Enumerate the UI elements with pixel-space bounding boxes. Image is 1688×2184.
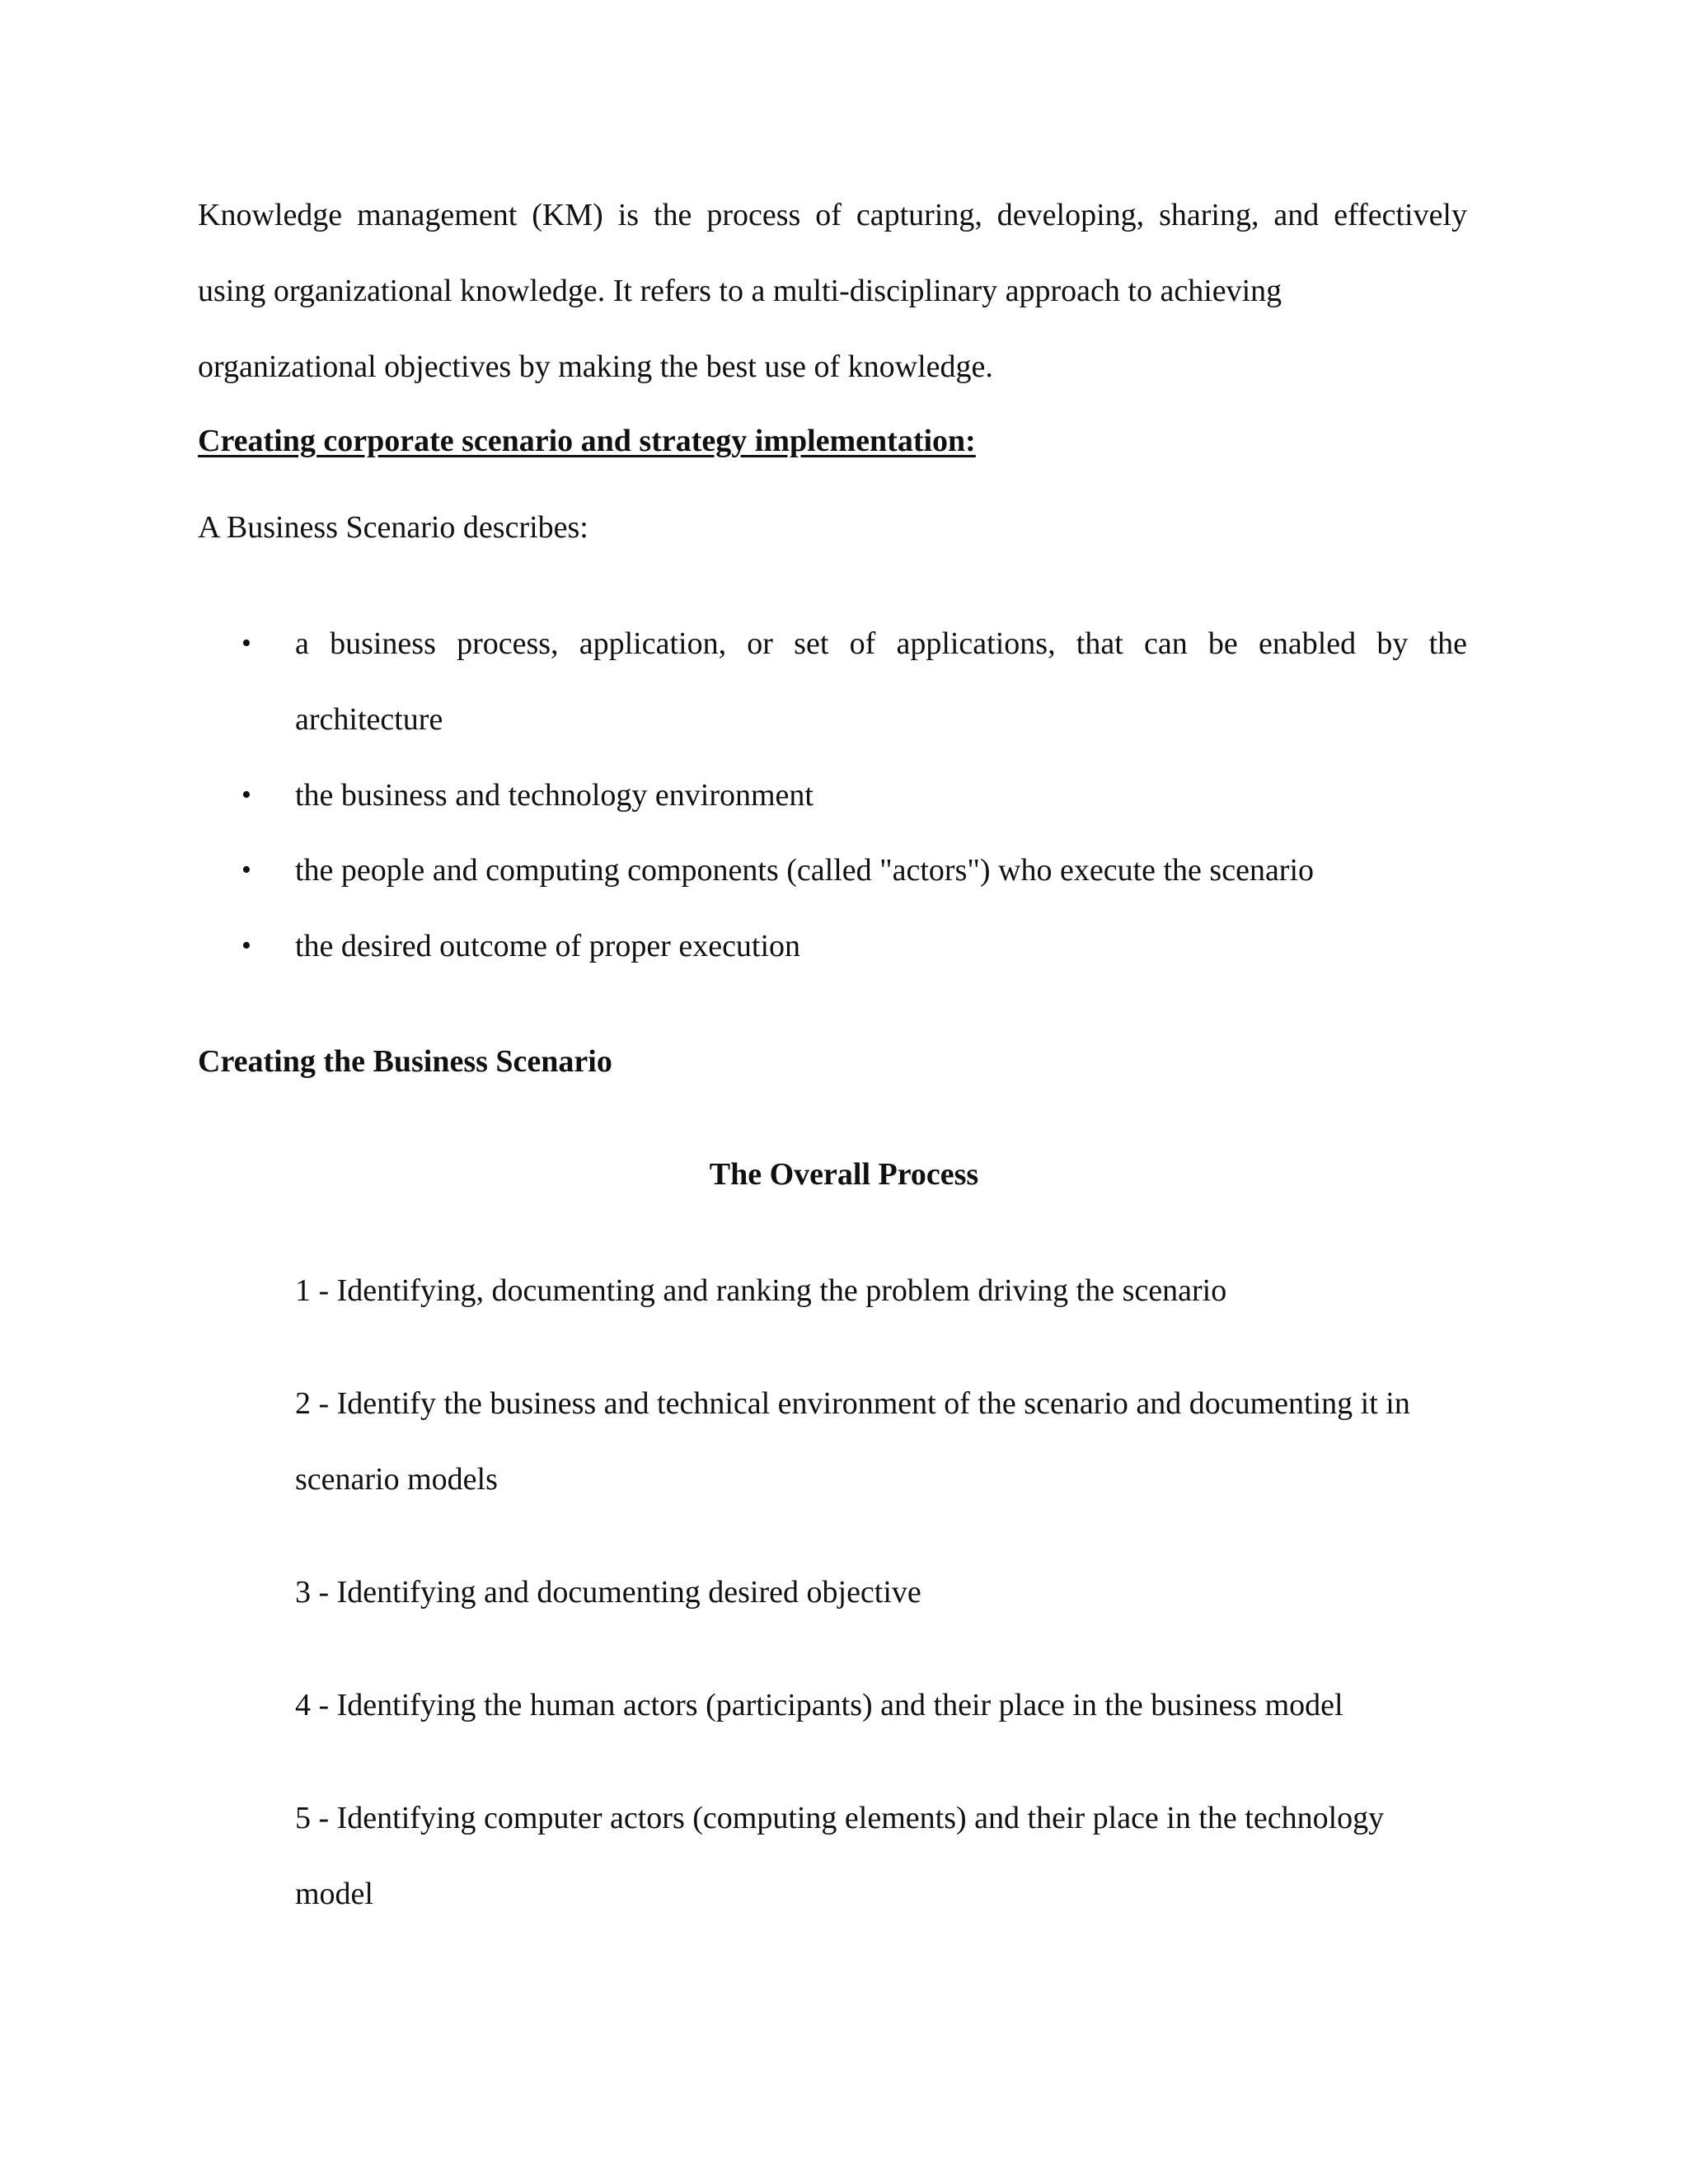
bullet-marker: •	[241, 855, 251, 885]
step-3: 3 - Identifying and documenting desired objective	[295, 1575, 921, 1610]
step-1: 1 - Identifying, documenting and ranking the problem driving the scenario	[295, 1273, 1227, 1308]
bullet-marker: •	[241, 628, 251, 658]
bullet-item-4: the desired outcome of proper execution	[295, 929, 801, 963]
bullet-marker: •	[241, 780, 251, 810]
step-5-line-2: model	[295, 1877, 373, 1911]
bullet-item-2: the business and technology environment	[295, 778, 814, 813]
section-heading: Creating corporate scenario and strategy implementation:	[198, 424, 976, 458]
bullet-marker: •	[241, 930, 251, 961]
subheading: Creating the Business Scenario	[198, 1044, 612, 1079]
bullet-item-3: the people and computing components (called "actors") who execute the scenario	[295, 853, 1315, 888]
process-title: The Overall Process	[709, 1157, 979, 1192]
intro-line-1: Knowledge management (KM) is the process of capturing, developing, sharing, and effectively	[198, 198, 1467, 232]
intro-line-3: organizational objectives by making the best use of knowledge.	[198, 349, 993, 384]
bullet-item-1-line-2: architecture	[295, 702, 443, 737]
intro-line-2: using organizational knowledge. It refers to a multi-disciplinary approach to achieving	[198, 274, 1282, 308]
step-2-line-2: scenario models	[295, 1462, 498, 1497]
step-5-line-1: 5 - Identifying computer actors (computing elements) and their place in the technology	[295, 1801, 1385, 1835]
bullet-item-1-line-1: a business process, application, or set of applications, that can be enabled by the	[295, 626, 1467, 661]
scenario-intro: A Business Scenario describes:	[198, 510, 588, 545]
step-4: 4 - Identifying the human actors (participants) and their place in the business model	[295, 1688, 1343, 1722]
step-2-line-1: 2 - Identify the business and technical environment of the scenario and documenting it in	[295, 1386, 1410, 1421]
